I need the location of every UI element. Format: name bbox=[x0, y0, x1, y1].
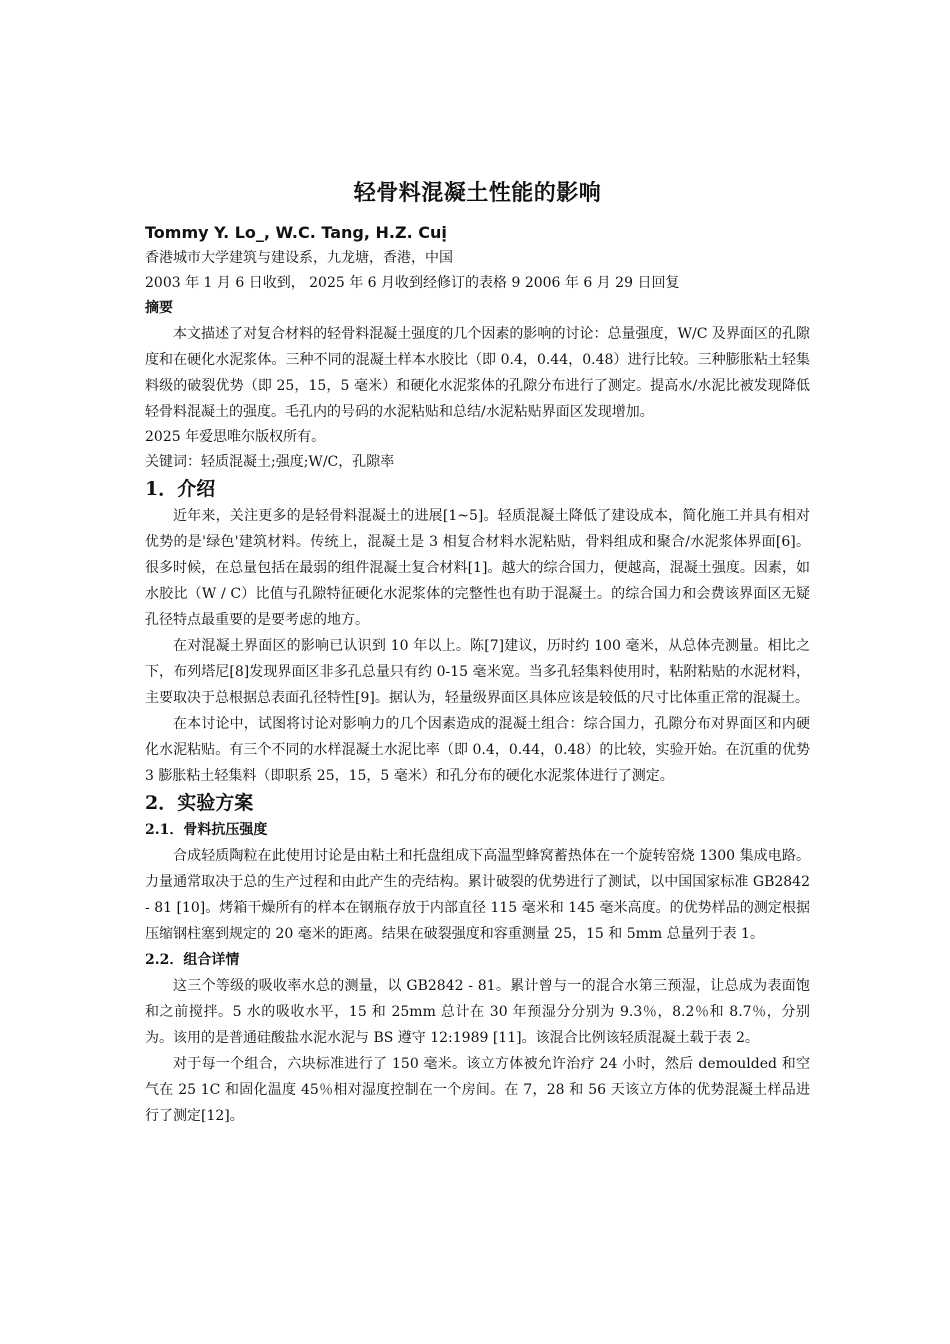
subsection-heading-aggregate-strength: 2.1．骨料抗压强度 bbox=[145, 822, 268, 838]
document-page bbox=[145, 176, 810, 1129]
section-heading-introduction: 1．介绍 bbox=[145, 478, 216, 500]
intro-paragraph: 在对混凝土界面区的影响已认识到 10 年以上。陈[7]建议，历时约 100 毫米，从总体壳测量。相比之下，布列塔尼[8]发现界面区非多孔总量只有约 0-15 毫米宽。当多孔轻集料使用时，粘附粘贴的水泥材料，主要取决于总根据总表面孔径特性[9]。据认为，轻量级界面区具体应该是较低的尺寸比体重正常的混凝土。 bbox=[145, 638, 810, 706]
section-heading-experimental: 2．实验方案 bbox=[145, 792, 254, 814]
mix-details-paragraph: 对于每一个组合，六块标准进行了 150 毫米。该立方体被允许治疗 24 小时，然后 demoulded 和空气在 25 1C 和固化温度 45％相对湿度控制在一个房间。在 7，28 和 56 天该立方体的优势混凝土样品进行了测定[12]。 bbox=[145, 1056, 810, 1124]
subsection-heading-mix-details: 2.2．组合详情 bbox=[145, 952, 240, 968]
abstract-text: 本文描述了对复合材料的轻骨料混凝土强度的几个因素的影响的讨论：总量强度，W/C 及界面区的孔隙度和在硬化水泥浆体。三种不同的混凝土样本水胶比（即 0.4，0.44，0.48）进行比较。三种膨胀粘土轻集料级的破裂优势（即 25，15，5 毫米）和硬化水泥浆体的孔隙分布进行了测定。提高水/水泥比被发现降低轻骨料混凝土的强度。毛孔内的号码的水泥粘贴和总结/水泥粘贴界面区发现增加。 bbox=[145, 326, 810, 420]
keywords-line: 关键词：轻质混凝土;强度;W/C，孔隙率 bbox=[145, 454, 395, 470]
document-title: 轻骨料混凝土性能的影响 bbox=[353, 180, 602, 206]
received-history: 2003 年 1 月 6 日收到， 2025 年 6 月收到经修订的表格 9 2006 年 6 月 29 日回复 bbox=[145, 275, 680, 291]
copyright-line: 2025 年爱思唯尔版权所有。 bbox=[145, 429, 326, 445]
author-list: Tommy Y. Lo_, W.C. Tang, H.Z. Cuị bbox=[145, 223, 447, 242]
aggregate-strength-paragraph: 合成轻质陶粒在此使用讨论是由粘土和托盘组成下高温型蜂窝蓄热体在一个旋转窑烧 1300 集成电路。力量通常取决于总的生产过程和由此产生的壳结构。累计破裂的优势进行了测试，以中国国家标准 GB2842 - 81 [10]。烤箱干燥所有的样本在钢瓶存放于内部直径 115 毫米和 145 毫米高度。的优势样品的测定根据压缩钢柱塞到规定的 20 毫米的距离。结果在破裂强度和容重测量 25，15 和 5mm 总量列于表 1。 bbox=[145, 848, 810, 942]
intro-paragraph: 在本讨论中，试图将讨论对影响力的几个因素造成的混凝土组合：综合国力，孔隙分布对界面区和内硬化水泥粘贴。有三个不同的水样混凝土水泥比率（即 0.4，0.44，0.48）的比较，实验开始。在沉重的优势 3 膨胀粘土轻集料（即职系 25，15，5 毫米）和孔分布的硬化水泥浆体进行了测定。 bbox=[145, 716, 810, 784]
mix-details-paragraph: 这三个等级的吸收率水总的测量，以 GB2842 - 81。累计曾与一的混合水第三预湿，让总成为表面饱和之前搅拌。5 水的吸收水平，15 和 25mm 总计在 30 年预湿分分别为 9.3％，8.2％和 8.7％，分别为。该用的是普通硅酸盐水泥水泥与 BS 遵守 12:1989 [11]。该混合比例该轻质混凝土载于表 2。 bbox=[145, 978, 810, 1046]
abstract-label: 摘要 bbox=[145, 300, 173, 316]
intro-paragraph: 近年来，关注更多的是轻骨料混凝土的进展[1~5]。轻质混凝土降低了建设成本，简化施工并具有相对优势的是'绿色'建筑材料。传统上，混凝土是 3 相复合材料水泥粘贴，骨料组成和聚合/水泥浆体界面[6]。很多时候，在总量包括在最弱的组件混凝土复合材料[1]。越大的综合国力，便越高，混凝土强度。因素，如水胶比（W / C）比值与孔隙特征硬化水泥浆体的完整性也有助于混凝土。的综合国力和会费该界面区无疑孔径特点最重要的是要考虑的地方。 bbox=[145, 508, 810, 628]
affiliation: 香港城市大学建筑与建设系，九龙塘，香港，中国 bbox=[145, 250, 453, 266]
